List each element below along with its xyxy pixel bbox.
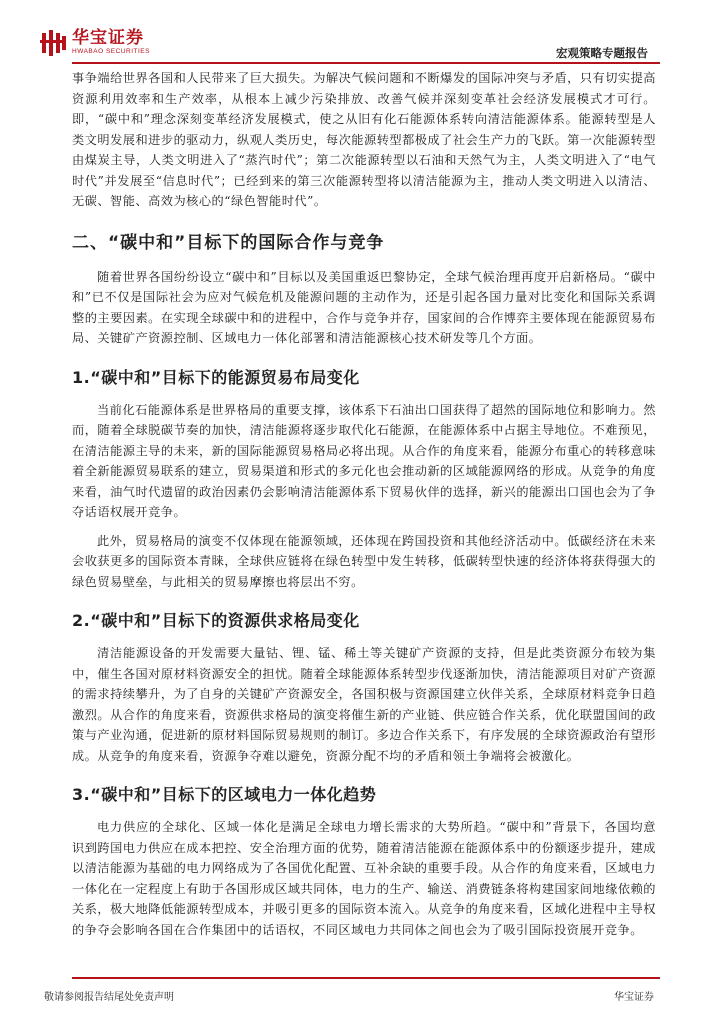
logo-english-name: HWABAO SECURITIES [72, 48, 150, 56]
disclaimer-note: 敬请参阅报告结尾处免责声明 [44, 992, 174, 1003]
paragraph-energy-trade: 当前化石能源体系是世界格局的重要支撑，该体系下石油出口国获得了超然的国际地位和影响力。然而，随着全球脱碳节奏的加快，清洁能源将逐步取代化石能源，在能源体系中占据主导地位。不难预见，在清洁能源主导的未来，新的国际能源贸易格局必将出现。从合作的角度来看，能源分布重心的转移意味着全新能源贸易联系的建立，贸易渠道和形式的多元化也会推动新的区域能源网络的形成。从竞争的角度来看，油气时代遗留的政治因素仍会影响清洁能源体系下贸易伙伴的选择，新兴的能源出口国也会为了争夺话语权展开竞争。 [72, 402, 656, 519]
footer-divider [72, 977, 660, 979]
paragraph-trade-pattern: 此外，贸易格局的演变不仅体现在能源领域，还体现在跨国投资和其他经济活动中。低碳经济在未来会收获更多的国际资本青睐，全球供应链将在绿色转型中发生转移，低碳转型快速的经济体将获得强大的绿色贸易壁垒，与此相关的贸易摩擦也将层出不穷。 [72, 533, 656, 589]
main-content [72, 66, 656, 940]
paragraph-intro: 事争端给世界各国和人民带来了巨大损失。为解决气候问题和不断爆发的国际冲突与矛盾，只有切实提高资源利用效率和生产效率，从根本上减少污染排放、改善气候并深刻变革社会经济发展模式才可行。即，“碳中和”理念深刻变革经济发展模式，使之从旧有化石能源体系转向清洁能源体系。能源转型是人类文明发展和进步的驱动力，纵观人类历史，每次能源转型都极成了社会生产力的飞跃。第一次能源转型由煤炭主导，人类文明进入了“蒸汽时代”；第二次能源转型以石油和天然气为主，人类文明进入了“电气时代”并发展至“信息时代”；已经到来的第三次能源转型将以清洁能源为主，推动人类文明进入以清洁、无碳、智能、高效为核心的“绿色智能时代”。 [72, 71, 656, 208]
header-divider [72, 62, 660, 64]
logo-mark-icon [40, 30, 68, 56]
paragraph-resource-supply: 清洁能源设备的开发需要大量钴、锂、锰、稀土等关键矿产资源的支持，但是此类资源分布较为集中，催生各国对原材料资源安全的担忧。随着全球能源体系转型步伐逐渐加快，清洁能源项目对矿产资源的需求持续攀升，为了自身的关键矿产资源安全，各国积极与资源国建立伙伴关系，全球原材料竞争日趋激烈。从合作的角度来看，资源供求格局的演变将催生新的产业链、供应链合作关系，优化联盟国间的政策与产业沟通，促进新的原材料国际贸易规则的制订。多边合作关系下，有序发展的全球资源政治有望形成。从竞争的角度来看，资源争夺难以避免，资源分配不均的矛盾和领土争端将会被激化。 [72, 646, 656, 763]
subsection-heading-3: 3.“碳中和”目标下的区域电力一体化趋势 [72, 785, 377, 804]
paragraph-regional-power: 电力供应的全球化、区域一体化是满足全球电力增长需求的大势所趋。“碳中和”背景下，各国均意识到跨国电力供应在成本把控、安全治理方面的优势，随着清洁能源在能源体系中的份额逐步提升，建成以清洁能源为基础的电力网络成为了各国优化配置、互补余缺的重要手段。从合作的角度来看，区域电力一体化在一定程度上有助于各国形成区域共同体，电力的生产、输送、消费链条将构建国家间地缘依赖的关系，极大地降低能源转型成本，并吸引更多的国际资本流入。从竞争的角度来看，区域化进程中主导权的争夺会影响各国在合作集团中的话语权，不同区域电力共同体之间也会为了吸引国际投资展开竞争。 [72, 820, 656, 937]
report-type-label: 宏观策略专题报告 [556, 46, 648, 60]
subsection-heading-2: 2.“碳中和”目标下的资源供求格局变化 [72, 611, 360, 630]
section-heading: 二、“碳中和”目标下的国际合作与竞争 [72, 232, 385, 253]
page-header [0, 0, 724, 66]
paragraph-section-intro: 随着世界各国纷纷设立“碳中和”目标以及美国重返巴黎协定，全球气候治理再度开启新格局。“碳中和”已不仅是国际社会为应对气候危机及能源问题的主动作为，还是引起各国力量对比变化和国际关系调整的主要因素。在实现全球碳中和的进程中，合作与竞争并存，国家间的合作博弈主要体现在能源贸易布局、关键矿产资源控制、区域电力一体化部署和清洁能源核心技术研发等几个方面。 [72, 269, 656, 345]
subsection-heading-1: 1.“碳中和”目标下的能源贸易布局变化 [72, 367, 360, 387]
footer-company-name: 华宝证券 [614, 992, 654, 1003]
company-logo [40, 30, 150, 56]
logo-chinese-name: 华宝证券 [72, 28, 144, 49]
